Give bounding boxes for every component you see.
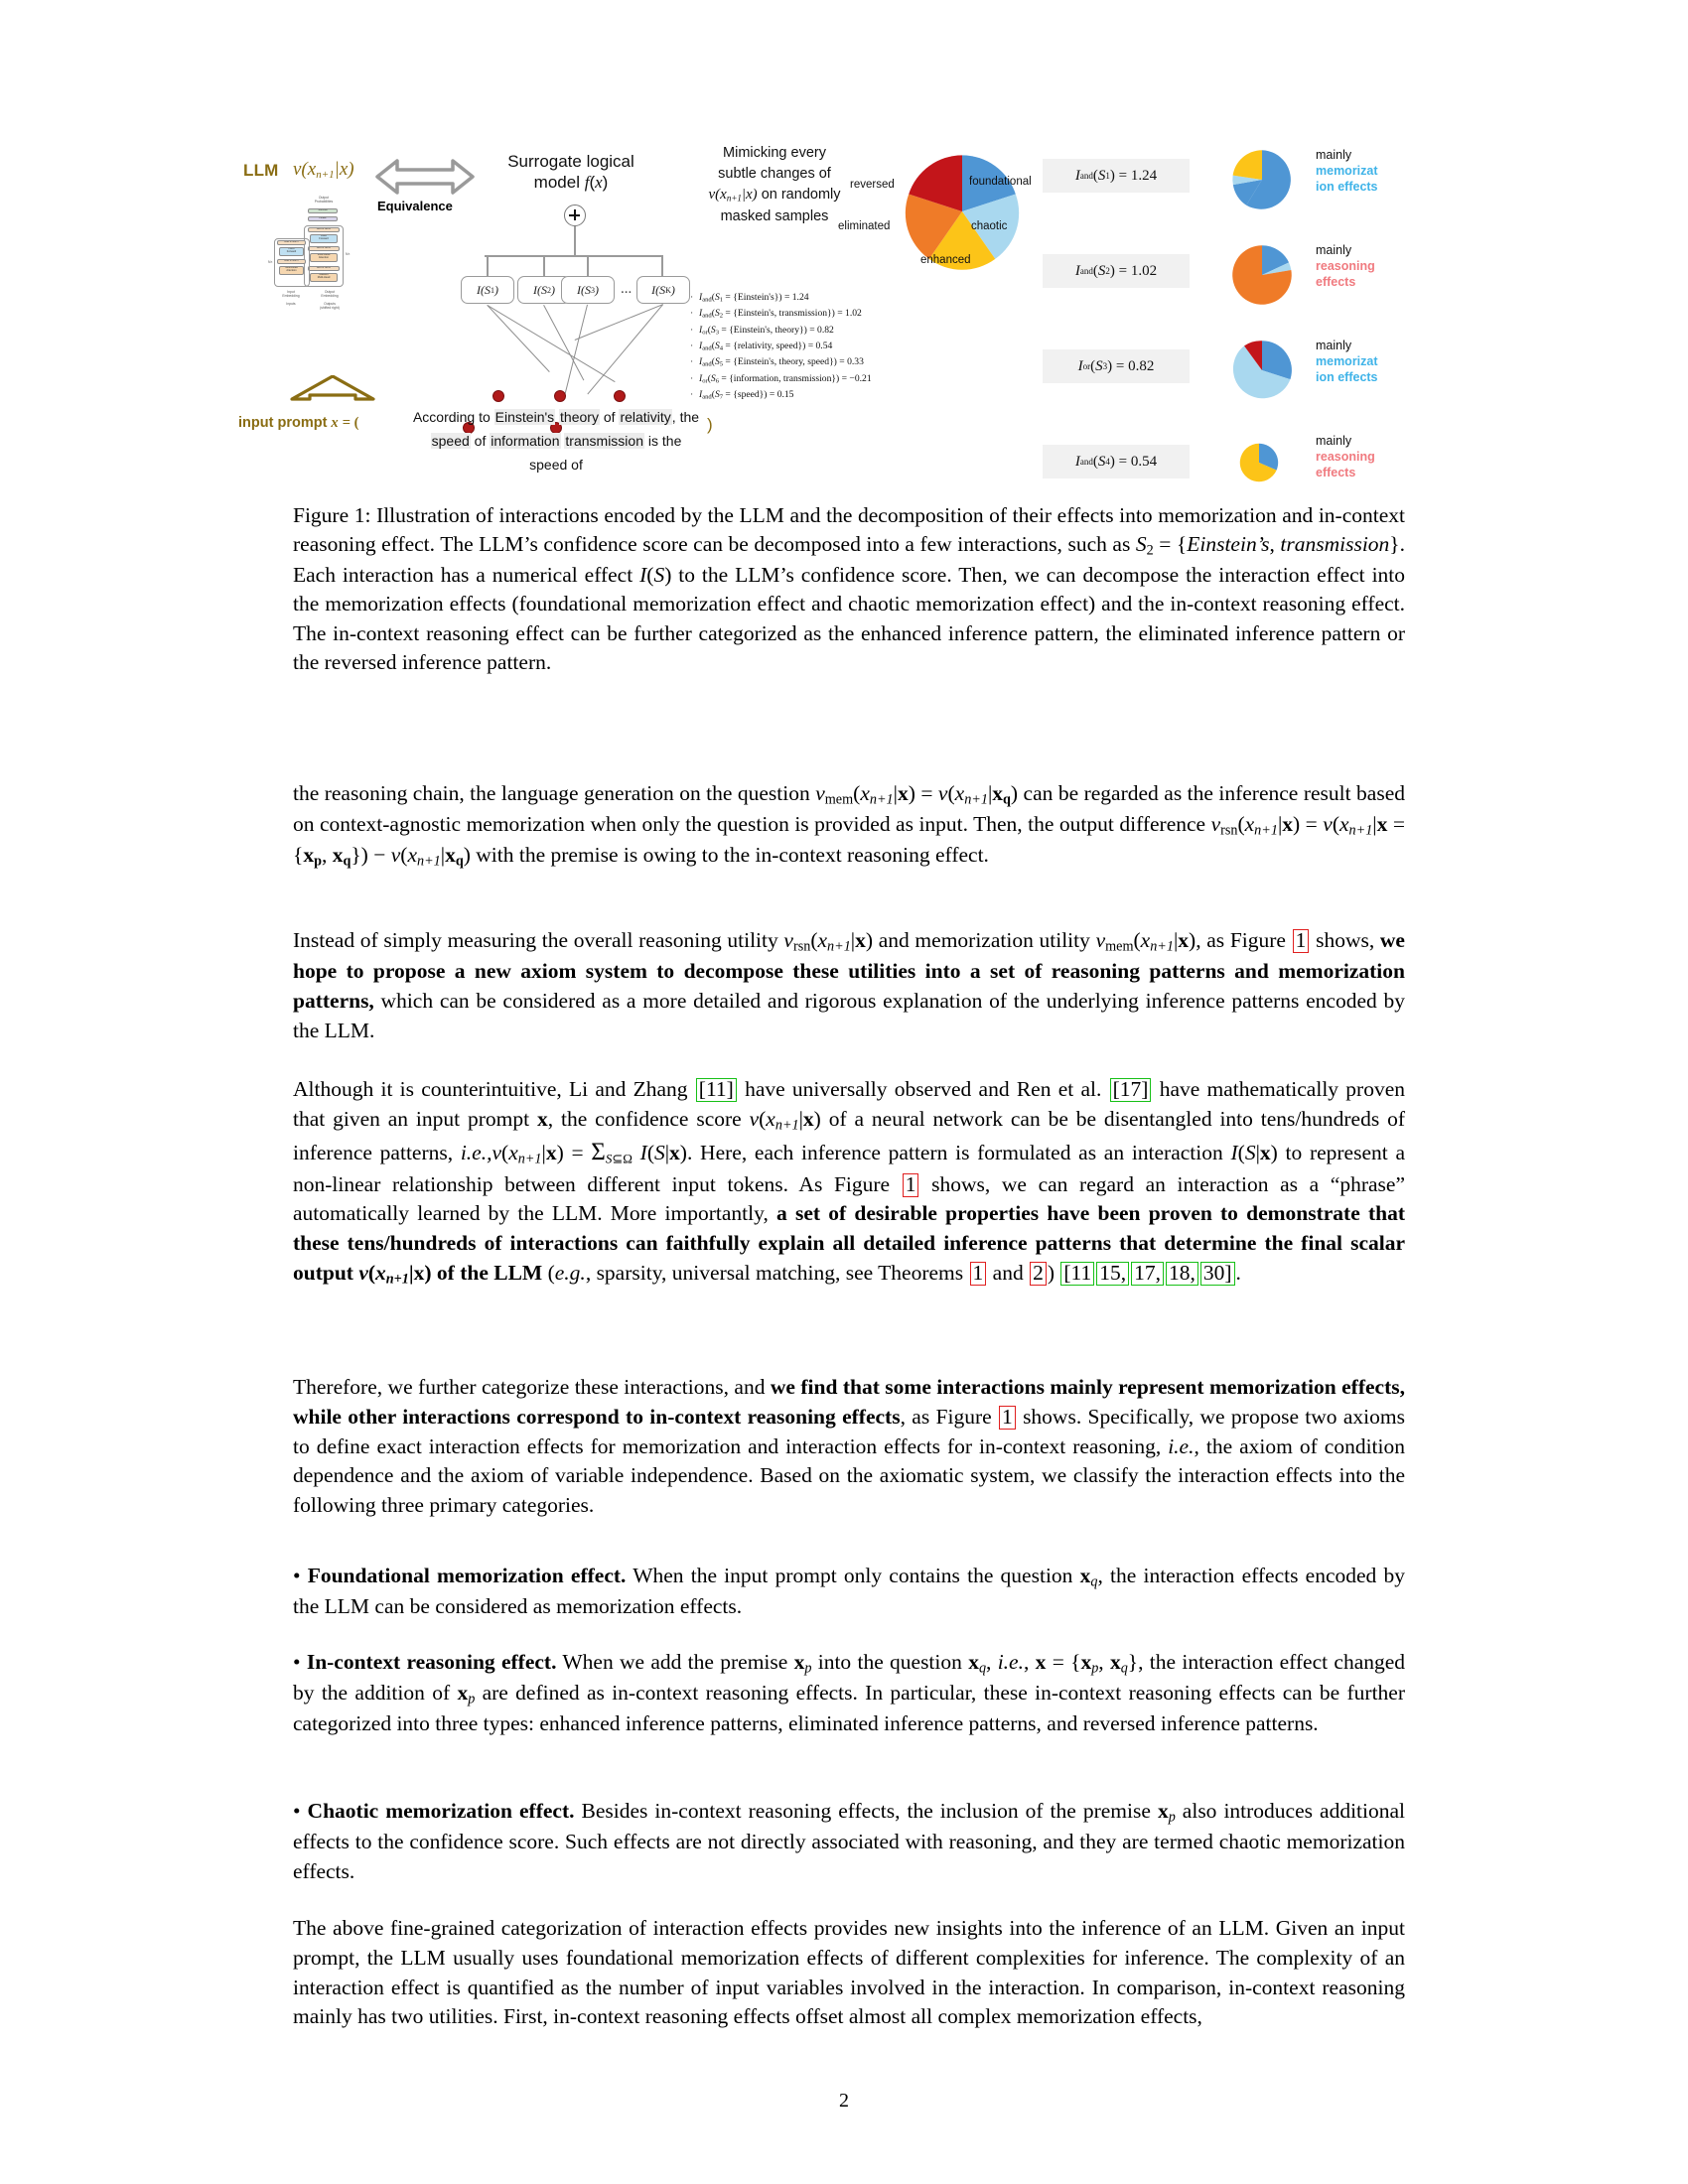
interaction-ellipsis: ... — [621, 281, 633, 297]
input-prompt-label: input prompt x = ( — [238, 415, 359, 431]
b2-d: are defined as in-context reasoning effects. In particular, these in-context reasoning effects can be further categorized into three types: enhanced inference patterns, eliminated inference patterns, and reversed inference patterns. — [293, 1681, 1406, 1736]
paragraph-fine-grained-insights: The above fine-grained categorization of interaction effects provides new insights into the inference of an LLM. Given an input prompt, the LLM usually uses foundational memorization effects of different complexities for inference. The complexity of an interaction effect is quantified as the number of input variables involved in the interaction. In comparison, in-context reasoning mainly has two utilities. First, in-context reasoning effects offset almost all complex memorization effects, — [293, 1916, 1405, 2029]
mimic-line-4: masked samples — [720, 207, 829, 224]
p1-c: with the premise is owing to the in-context reasoning effect. — [470, 843, 989, 868]
mimic-line-1: Mimicking every — [723, 145, 826, 161]
input-prompt-close-paren: ) — [707, 415, 713, 434]
pie-label-chaotic: chaotic — [971, 220, 1008, 232]
tree-drop-1 — [487, 255, 489, 277]
b2-c: , the interaction effect changed by the addition of — [293, 1650, 1406, 1706]
interaction-value-2: I and ( S 2 ) = 1.02 — [1043, 254, 1190, 288]
mimic-formula: $v(x_{n+1}|x)$ — [708, 187, 758, 204]
interaction-value-3: I or ( S 3 ) = 0.82 — [1043, 349, 1190, 383]
figure-ref-link[interactable]: 1 — [903, 1173, 919, 1197]
effect-line-1: mainly — [1316, 243, 1352, 257]
effect-line-2: reasoning — [1316, 450, 1375, 464]
pie-label-enhanced: enhanced — [920, 254, 971, 266]
formula-item: · $I_{or}(S_6$ = {information, transmission}) = −0.21 — [690, 372, 872, 385]
b1-a: When the input prompt only contains the question — [626, 1564, 1080, 1587]
b2-ie: i.e. — [997, 1650, 1024, 1674]
effect-line-1: mainly — [1316, 148, 1352, 162]
p4-d: , the axiom of condition dependence and the axiom of variable independence. Based on the axiomatic system, we classify the interaction effects into the following three primary categories. — [293, 1433, 1405, 1518]
token-edge — [487, 305, 615, 382]
effect-line-3: ion effects — [1316, 180, 1378, 194]
caption-text-c: to the LLM’s confidence score. Then, we can decompose the interaction effect into the memorization effects (foundational memorization effect and chaotic memorization effect) and the in-context reasoning effect. The in-context reasoning effect can be further categorized as the enhanced inference pattern, the eliminated inference pattern or the reversed inference pattern. — [293, 563, 1406, 674]
pie-label-foundational: foundational — [969, 176, 1032, 188]
effect-label-3 — [1316, 338, 1435, 385]
llm-confidence-formula: $v(x_{n+1}|x)$ — [293, 159, 354, 181]
p3-end: . — [1235, 1260, 1241, 1285]
formula-item: · $I_{and}(S_2$ = {Einstein's, transmission}) = 1.02 — [690, 308, 862, 320]
paragraph-categorize — [293, 1373, 1405, 1521]
figure-ref-link[interactable]: 1 — [1293, 929, 1310, 953]
pie-chart-s4 — [1239, 443, 1279, 482]
decomposition-row-1 — [1043, 149, 1450, 210]
formula-item: · $I_{and}(S_5$ = {Einstein's, theory, speed}) = 0.33 — [690, 356, 864, 368]
p3-h: shows, we can regard an interaction as a “phrase” automatically learned by the LLM. More importantly, — [293, 1171, 1406, 1226]
figure-1-illustration — [238, 145, 1450, 486]
interaction-value-list — [690, 290, 938, 403]
bullet-marker: • — [293, 1799, 308, 1823]
p2-e: which can be considered as a more detailed and rigorous explanation of the underlying inference patterns encoded by the LLM. — [293, 988, 1405, 1042]
bullet-marker: • — [293, 1650, 307, 1674]
theorem-ref-link[interactable]: 2 — [1030, 1262, 1047, 1286]
effect-label-2 — [1316, 242, 1435, 290]
p1-a: the reasoning chain, the language generation on the question — [293, 781, 816, 805]
p3-f: . Here, each inference pattern is formulated as an interaction — [686, 1140, 1231, 1164]
interaction-box-1: I(S 1 ) — [461, 276, 514, 304]
b1-b: , the interaction effects encoded by the LLM can be considered as memorization effects. — [293, 1564, 1405, 1619]
b3-title: Chaotic memorization effect. — [307, 1799, 575, 1823]
prompt-line-2: speed of information transmission is the speed of — [431, 433, 682, 474]
token-marker — [492, 390, 504, 402]
interaction-box-3: I(S 3 ) — [561, 276, 615, 304]
p2-bold: we hope to propose a new axiom system to decompose these utilities into a set of reasoning patterns and memorization patterns, — [293, 928, 1405, 1013]
p3-d: , the confidence score — [547, 1106, 750, 1131]
surrogate-model-title: Surrogate logical model f(x) — [507, 152, 634, 193]
bullet-in-context-reasoning: • In-context reasoning effect. When we add the premise $x_p$ into the question $x_q$, i.e., $x = \{x_p$, $x_q$}, the interaction effect changed by the addition of $x_p$ are defined as in-context reasoning effects. In particular, these in-context reasoning effects can be further categorized into three types: enhanced inference patterns, eliminated inference patterns, and reversed inference patterns. — [293, 1650, 1406, 1736]
p3-bold: a set of desirable properties have been proven to demonstrate that these tens/hundreds of interactions can faithfully explain all detailed inference patterns that determine the final scalar output — [293, 1201, 1405, 1285]
caption-text-a: Illustration of interactions encoded by the LLM and the decomposition of their effects into memorization and in-context reasoning effect. The LLM’s confidence score can be decomposed into a few interactions, such as — [293, 503, 1405, 557]
decomposition-row-4 — [1043, 435, 1450, 496]
equivalence-label: Equivalence — [377, 199, 453, 213]
pie-chart-s2 — [1231, 244, 1293, 306]
pie-chart-s1 — [1231, 149, 1293, 210]
equivalence-double-arrow-icon — [375, 157, 475, 197]
tree-bus — [485, 255, 663, 257]
effect-line-2: memorizat — [1316, 354, 1378, 368]
sum-plus-node-icon — [564, 205, 586, 226]
p3-e: of a neural network can be be disentangled into tens/hundreds of inference patterns, — [293, 1106, 1405, 1164]
b1-title: Foundational memorization effect. — [307, 1564, 627, 1587]
b2-a: When we add the premise — [556, 1650, 794, 1674]
page-number: 2 — [839, 2090, 849, 2112]
p2-c: , as Figure — [1196, 928, 1292, 952]
pie-label-reversed: reversed — [850, 179, 895, 191]
p3-c: have mathematically proven that given an input prompt — [293, 1077, 1405, 1131]
citation-link[interactable]: 17, — [1131, 1262, 1164, 1286]
p2-b: and memorization utility — [873, 928, 1096, 952]
caption-label: Figure 1: — [293, 503, 371, 527]
bullet-chaotic-memorization: • Chaotic memorization effect. Besides in-context reasoning effects, the inclusion of the premise $x_p$ also introduces additional effects to the confidence score. Such effects are not directly associated with reasoning, and they are termed chaotic memorization effects. — [293, 1799, 1406, 1883]
formula-item: · $I_{and}(S_7$ = {speed}) = 0.15 — [690, 388, 794, 401]
effect-line-1: mainly — [1316, 434, 1352, 448]
token-edge — [575, 304, 663, 341]
b3-a: Besides in-context reasoning effects, the inclusion of the premise — [574, 1799, 1158, 1823]
interaction-box-2: I(S 2 ) — [517, 276, 571, 304]
tree-drop-4 — [661, 255, 663, 277]
formula-item: · $I_{and}(S_4$ = {relativity, speed}) = 0.54 — [690, 340, 833, 352]
b3-b: also introduces additional effects to the confidence score. Such effects are not directly associated with reasoning, and they are termed chaotic memorization effects. — [293, 1799, 1406, 1883]
p4-b: , as Figure — [900, 1404, 998, 1429]
mimic-line-2: subtle changes of — [718, 166, 831, 183]
citation-link[interactable]: 15, — [1096, 1262, 1129, 1286]
tree-stem — [574, 226, 576, 256]
p4-a: Therefore, we further categorize these interactions, and — [293, 1375, 771, 1399]
paragraph-counterintuitive: Although it is counterintuitive, Li and Zhang [11] have universally observed and Ren et al. [17] have mathematically proven that given an input prompt x, the confidence score $v(x_{n+1}|x)$ of a neural network can be be disentangled into tens/hundreds of inference patterns, $i.e.,v(x_{n+1}|x) = \Sigma_{S⊆\Omega}$ I(S|x). Here, each inference pattern is formulated as an interaction I(S|x) to represent a non-linear relationship between different input tokens. As Figure 1 shows, we can regard an interaction as a “phrase” automatically learned by the LLM. More importantly, a set of desirable properties have been proven to demonstrate that these tens/hundreds of interactions can faithfully explain all detailed inference patterns that determine the final scalar output $v(x_{n+1}|x)$ of the LLM (e.g., sparsity, universal matching, see Theorems 1 and 2 ) [11 15, 17, 18, 30] . — [293, 1077, 1406, 1288]
effect-category-pie-chart — [904, 153, 1021, 270]
interaction-value-1: I and ( S 1 ) = 1.24 — [1043, 159, 1190, 193]
p3-b: have universally observed and Ren et al. — [737, 1077, 1109, 1101]
interaction-box-k: I(S K ) — [636, 276, 690, 304]
effect-line-1: mainly — [1316, 339, 1352, 352]
surrogate-line-1: Surrogate logical — [507, 152, 634, 171]
effect-label-4 — [1316, 433, 1435, 480]
decomposition-row-3 — [1043, 340, 1450, 401]
p4-c: shows. Specifically, we propose two axioms to define exact interaction effects for memorization and interaction effects for in-context reasoning, — [293, 1404, 1405, 1458]
token-marker — [554, 390, 566, 402]
llm-label: LLM — [243, 161, 279, 180]
pie-chart-s3 — [1231, 340, 1293, 401]
formula-item: · $I_{and}(S_1$ = {Einstein's}) = 1.24 — [690, 292, 809, 304]
citation-link[interactable]: [11 — [1060, 1262, 1094, 1286]
theorem-ref-link[interactable]: 1 — [970, 1262, 987, 1286]
citation-link[interactable]: [17] — [1110, 1078, 1152, 1102]
p3-a: Although it is counterintuitive, Li and Zhang — [293, 1077, 695, 1101]
effect-line-3: ion effects — [1316, 370, 1378, 384]
paragraph-axiom-system: Instead of simply measuring the overall reasoning utility $v_{rsn}(x_{n+1}|x)$ and memorization utility $v_{mem}(x_{n+1}|x)$, as Figure 1 shows, we hope to propose a new axiom system to decompose these utilities into a set of reasoning patterns and memorization patterns, which can be considered as a more detailed and rigorous explanation of the underlying inference patterns encoded by the LLM. — [293, 928, 1405, 1042]
effect-line-2: memorizat — [1316, 164, 1378, 178]
citation-link[interactable]: [11] — [696, 1078, 737, 1102]
citation-link[interactable]: 30] — [1200, 1262, 1235, 1286]
transformer-architecture-thumbnail: Output Probabilities Softmax Linear Add & Norm Feed Forward Add & Norm Multi-Head Attention Add & Norm Masked Multi-Head Add & Norm Feed Forward Add & Norm Multi-Head Attention N× N× Input Embedding Output Embedding Inputs Outputs (shifted right) — [268, 196, 351, 311]
p3-bold-tail: of the LLM — [431, 1260, 543, 1285]
effect-line-2: reasoning — [1316, 259, 1375, 273]
p3-g: to represent a non-linear relationship between different input tokens. As Figure — [293, 1140, 1405, 1196]
input-prompt-text — [412, 405, 700, 477]
figure-caption: Figure 1: Illustration of interactions encoded by the LLM and the decomposition of their effects into memorization and in-context reasoning effect. The LLM’s confidence score can be decomposed into a few interactions, such as $S_2$ = {Einstein’s, transmission}. Each interaction has a numerical effect I(S) to the LLM’s confidence score. Then, we can decompose the interaction effect into the memorization effects (foundational memorization effect and chaotic memorization effect) and the in-context reasoning effect. The in-context reasoning effect can be further categorized as the enhanced inference pattern, the eliminated inference pattern or the reversed inference pattern. — [293, 503, 1406, 674]
b2-b: into the question — [811, 1650, 969, 1674]
p1-b: can be regarded as the inference result based on context-agnostic memorization when only the question is provided as input. Then, the output difference — [293, 781, 1405, 837]
token-marker — [614, 390, 626, 402]
decomposition-row-2 — [1043, 244, 1450, 306]
effect-line-3: effects — [1316, 275, 1356, 289]
pie-label-eliminated: eliminated — [838, 220, 891, 232]
formula-item: · $I_{or}(S_3$ = {Einstein's, theory}) = 0.82 — [690, 324, 834, 337]
paragraph-reasoning-chain: the reasoning chain, the language generation on the question $v_{mem}(x_{n+1}|x) = v(x_{n+1}|x_q)$ can be regarded as the inference result based on context-agnostic memorization when only the question is provided as input. Then, the output difference $v_{rsn}(x_{n+1}|x) = v(x_{n+1}|x = \{x_p$, $x_q\}) - v(x_{n+1}|x_q)$ with the premise is owing to the in-context reasoning effect. — [293, 781, 1405, 870]
effect-line-3: effects — [1316, 466, 1356, 479]
prompt-line-1: According to Einstein's theory of relativity, the — [412, 409, 700, 425]
tree-drop-3 — [587, 255, 589, 277]
p2-d: shows, — [1310, 928, 1380, 952]
bullet-marker: • — [293, 1564, 308, 1587]
bullet-foundational-memorization: • Foundational memorization effect. When the input prompt only contains the question $x_q$, the interaction effects encoded by the LLM can be considered as memorization effects. — [293, 1564, 1405, 1619]
p4-bold: we find that some interactions mainly represent memorization effects, while other interactions correspond to in-context reasoning effects — [293, 1375, 1405, 1429]
token-edge — [487, 305, 549, 372]
interaction-value-4: I and ( S 4 ) = 0.54 — [1043, 445, 1190, 478]
effect-label-1 — [1316, 147, 1435, 195]
p3-ie: i.e., — [460, 1140, 492, 1164]
figure-ref-link[interactable]: 1 — [999, 1406, 1016, 1430]
p2-a: Instead of simply measuring the overall reasoning utility — [293, 928, 784, 952]
prompt-up-arrow-icon — [290, 375, 375, 403]
mimicking-description: Mimicking every subtle changes of $v(x_{n+1}|x)$ on randomly masked samples — [708, 145, 841, 224]
b2-title: In-context reasoning effect. — [306, 1650, 557, 1674]
citation-link[interactable]: 18, — [1166, 1262, 1198, 1286]
p4-ie: i.e. — [1168, 1433, 1195, 1458]
tree-drop-2 — [543, 255, 545, 277]
caption-text-b: . Each interaction has a numerical effect — [293, 532, 1405, 588]
